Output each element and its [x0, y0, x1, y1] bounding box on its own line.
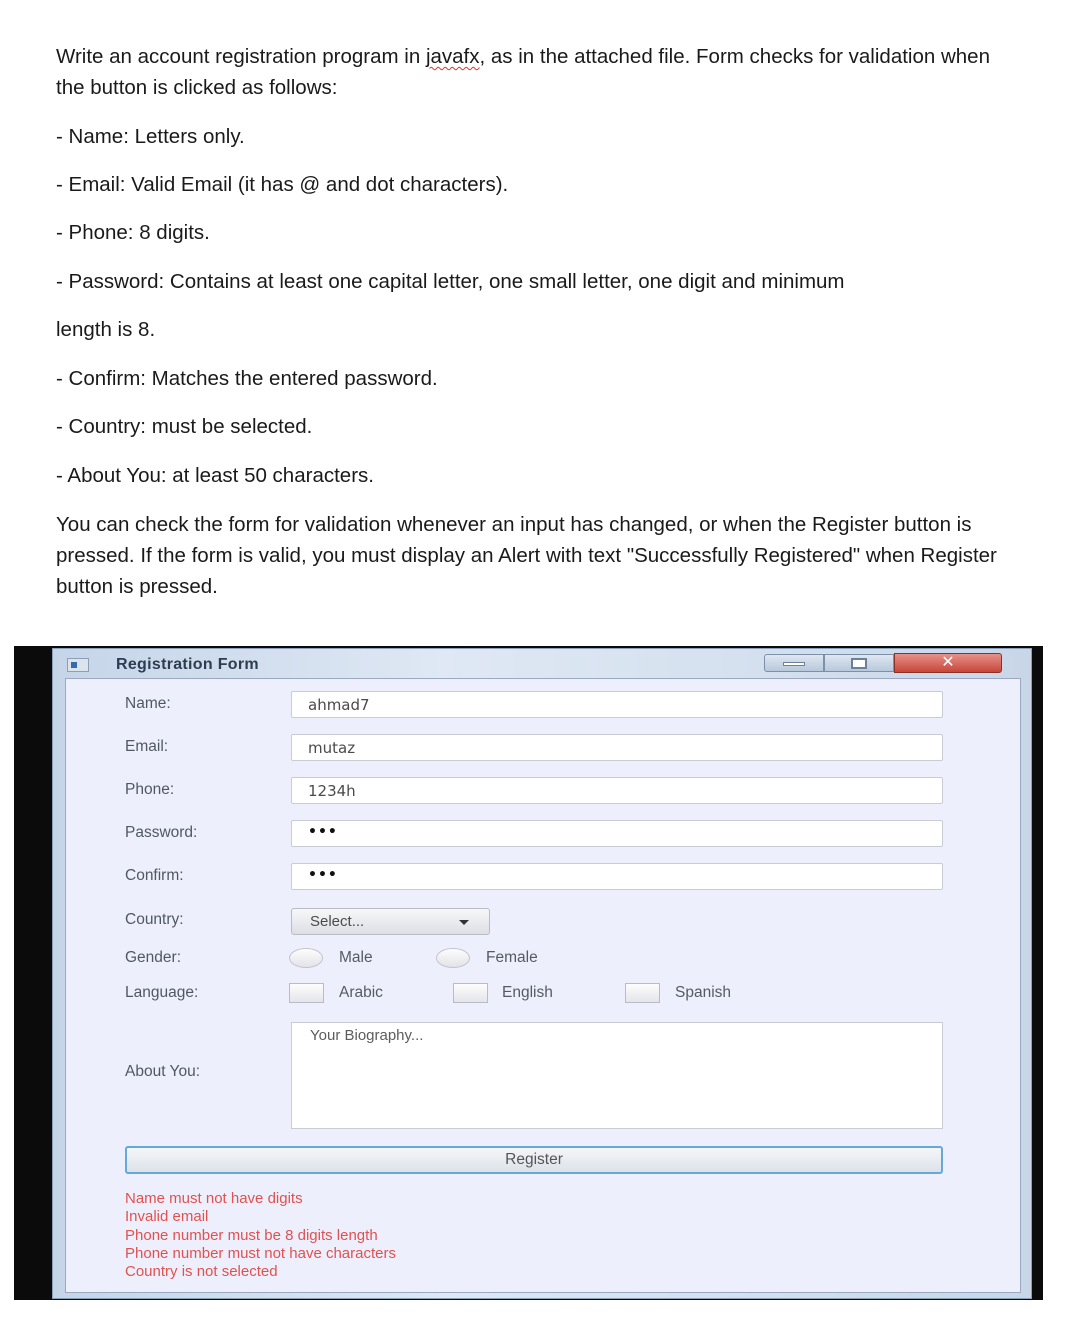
closing-line-3: button is pressed.	[56, 575, 218, 598]
phone-label: Phone:	[125, 781, 175, 798]
window-title: Registration Form	[116, 656, 259, 673]
confirm-input[interactable]: •••	[291, 863, 943, 890]
close-icon: ✕	[941, 654, 955, 671]
language-spanish-checkbox[interactable]	[625, 983, 660, 1003]
rule-confirm: - Confirm: Matches the entered password.	[56, 367, 438, 390]
rule-name: - Name: Letters only.	[56, 125, 245, 148]
language-label: Language:	[125, 984, 199, 1001]
about-label: About You:	[125, 1063, 200, 1080]
error-message: Name must not have digits	[125, 1190, 303, 1207]
gender-male-label: Male	[339, 949, 373, 966]
closing-line-2: pressed. If the form is valid, you must display an Alert with text "Successfully Registered" when Register	[56, 544, 997, 567]
error-message: Country is not selected	[125, 1263, 278, 1281]
intro-text-b: , as in the attached file. Form checks for validation when	[479, 45, 990, 68]
close-button[interactable]	[894, 653, 1002, 673]
minimize-button[interactable]	[764, 654, 824, 672]
registration-window	[52, 648, 1032, 1299]
rule-email: - Email: Valid Email (it has @ and dot characters).	[56, 173, 509, 196]
confirm-label: Confirm:	[125, 867, 184, 884]
maximize-icon	[851, 658, 867, 669]
country-select-value: Select...	[310, 913, 365, 930]
email-input[interactable]: mutaz	[291, 734, 943, 761]
error-message: Invalid email	[125, 1208, 209, 1226]
spellcheck-word: javafx	[425, 45, 480, 68]
closing-line-1: You can check the form for validation whenever an input has changed, or when the Register button is	[56, 513, 972, 536]
name-input[interactable]: ahmad7	[291, 691, 943, 718]
password-label: Password:	[125, 824, 198, 841]
rule-country: - Country: must be selected.	[56, 415, 313, 438]
language-english-checkbox[interactable]	[453, 983, 488, 1003]
form-area	[65, 678, 1021, 1293]
title-bar[interactable]	[53, 649, 1031, 679]
error-list	[125, 1190, 396, 1281]
rule-password-cont: length is 8.	[56, 318, 156, 341]
password-input[interactable]: •••	[291, 820, 943, 847]
gender-female-label: Female	[486, 949, 538, 966]
language-arabic-checkbox[interactable]	[289, 983, 324, 1003]
app-icon	[67, 658, 89, 672]
rule-password: - Password: Contains at least one capital letter, one small letter, one digit and minimum	[56, 270, 845, 293]
intro-line-1	[56, 41, 990, 72]
register-button[interactable]: Register	[125, 1146, 943, 1174]
gender-label: Gender:	[125, 949, 182, 966]
phone-input[interactable]: 1234h	[291, 777, 943, 804]
minimize-icon	[783, 662, 805, 666]
intro-line-2: the button is clicked as follows:	[56, 76, 338, 99]
maximize-button[interactable]	[824, 654, 894, 672]
screenshot-frame	[14, 646, 1043, 1300]
country-select[interactable]	[291, 908, 490, 935]
name-label: Name:	[125, 695, 171, 712]
intro-text-a: Write an account registration program in	[56, 45, 426, 68]
gender-male-radio[interactable]	[289, 948, 323, 968]
language-english-label: English	[502, 984, 553, 1001]
language-arabic-label: Arabic	[339, 984, 383, 1001]
language-spanish-label: Spanish	[675, 984, 732, 1001]
rule-about: - About You: at least 50 characters.	[56, 464, 374, 487]
email-label: Email:	[125, 738, 169, 755]
rule-phone: - Phone: 8 digits.	[56, 221, 210, 244]
chevron-down-icon	[459, 920, 469, 925]
error-message: Phone number must not have characters	[125, 1244, 396, 1262]
gender-female-radio[interactable]	[436, 948, 470, 968]
error-message: Phone number must be 8 digits length	[125, 1226, 378, 1244]
country-label: Country:	[125, 911, 184, 928]
about-textarea[interactable]: Your Biography...	[291, 1022, 943, 1129]
